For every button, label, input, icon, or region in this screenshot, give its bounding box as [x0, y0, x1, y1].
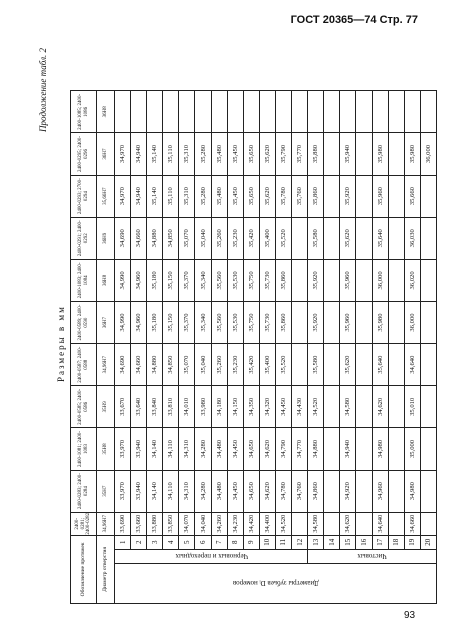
- table-row: [163, 49, 179, 604]
- diameter-cell: 35,340: [195, 301, 211, 343]
- diameter-cell: 34,480: [211, 470, 227, 512]
- table-row: [131, 49, 147, 604]
- diameter-cell: 35,150: [163, 259, 179, 301]
- diameter-cell: 34,990: [115, 301, 131, 343]
- diameter-cell: [292, 344, 308, 386]
- diameter-cell: [324, 470, 340, 512]
- header-designation: Обозначение протяжек: [71, 535, 97, 603]
- diameter-cell: 34,690: [115, 344, 131, 386]
- diameter-cell: [372, 91, 388, 133]
- diameter-cell: 33,880: [147, 512, 163, 535]
- col-designation: 2400-0293; 2700-0294: [71, 175, 97, 217]
- col-designation: 2400-0587; 2400-0588: [71, 344, 97, 386]
- diameter-cell: 34,880: [308, 428, 324, 470]
- diameter-cell: 34,350: [243, 386, 259, 428]
- diameter-cell: 34,660: [404, 512, 420, 535]
- diameter-cell: [420, 470, 436, 512]
- table-row: [420, 49, 436, 604]
- diameter-cell: [420, 175, 436, 217]
- diameter-cell: [356, 91, 372, 133]
- table-row: [179, 49, 195, 604]
- diameter-cell: 35,780: [275, 175, 291, 217]
- diameter-cell: 35,000: [404, 428, 420, 470]
- diameter-cell: [388, 91, 404, 133]
- diameter-cell: 33,670: [115, 386, 131, 428]
- table-row: [275, 49, 291, 604]
- col-designation: 2400-0295; 2400-0296: [71, 133, 97, 175]
- row-number: 11: [275, 535, 291, 549]
- diameter-cell: 35,580: [308, 344, 324, 386]
- diameter-cell: 35,140: [147, 133, 163, 175]
- diameter-cell: 35,620: [259, 175, 275, 217]
- diameter-cell: 35,260: [211, 344, 227, 386]
- diameter-cell: [292, 259, 308, 301]
- col-hole: 36H7: [97, 301, 115, 343]
- diameter-cell: [115, 91, 131, 133]
- diameter-cell: 35,450: [227, 133, 243, 175]
- diameter-cell: 35,070: [179, 344, 195, 386]
- diameter-cell: 34,520: [275, 512, 291, 535]
- diameter-cell: 35,480: [211, 133, 227, 175]
- diameter-cell: [356, 386, 372, 428]
- diameter-cell: 35,620: [340, 344, 356, 386]
- diameter-cell: 35,400: [259, 344, 275, 386]
- diameter-cell: 34,880: [147, 344, 163, 386]
- diameter-cell: 35,370: [179, 301, 195, 343]
- diameter-cell: [420, 91, 436, 133]
- diameter-cell: 35,310: [179, 175, 195, 217]
- diameter-cell: 35,640: [372, 217, 388, 259]
- table-row: [195, 49, 211, 604]
- table-row: [356, 49, 372, 604]
- row-number: 20: [420, 535, 436, 549]
- diameter-cell: 34,180: [211, 386, 227, 428]
- diameter-cell: 34,960: [131, 301, 147, 343]
- diameter-cell: 34,650: [243, 470, 259, 512]
- diameter-cell: 34,280: [195, 470, 211, 512]
- diameter-cell: 34,940: [131, 133, 147, 175]
- diameter-cell: 33,940: [131, 428, 147, 470]
- col-designation: 2400-0291; 2400-0292: [71, 217, 97, 259]
- rotated-content: [38, 48, 436, 604]
- diameter-cell: 34,690: [115, 217, 131, 259]
- diameter-cell: 34,660: [131, 344, 147, 386]
- diameter-cell: 34,320: [259, 386, 275, 428]
- diameter-cell: 34,760: [292, 470, 308, 512]
- diameter-cell: 35,370: [179, 259, 195, 301]
- col-designation: 2400-1085; 2400-1086: [71, 91, 97, 133]
- table-row: [340, 49, 356, 604]
- diameter-cell: 34,650: [243, 428, 259, 470]
- col-hole: 35H8: [97, 428, 115, 470]
- diameter-cell: 34,450: [227, 470, 243, 512]
- diameter-cell: [420, 217, 436, 259]
- diameter-cell: 34,620: [372, 386, 388, 428]
- diameter-cell: 35,880: [308, 133, 324, 175]
- table-row: [372, 49, 388, 604]
- diameter-cell: [243, 91, 259, 133]
- diameter-cell: 34,990: [115, 259, 131, 301]
- diameter-cell: 34,010: [179, 386, 195, 428]
- continuation-label: Продолжение табл. 2: [38, 48, 48, 132]
- diameter-cell: [420, 344, 436, 386]
- diameter-cell: 34,620: [259, 428, 275, 470]
- diameter-cell: 35,040: [195, 344, 211, 386]
- gost-label: ГОСТ: [290, 14, 320, 26]
- row-number: 6: [195, 535, 211, 549]
- diameter-cell: [420, 512, 436, 535]
- diameter-cell: 34,280: [195, 428, 211, 470]
- diameter-cell: 35,940: [340, 133, 356, 175]
- doc-number: 20365—74: [322, 14, 377, 26]
- diameter-cell: [308, 91, 324, 133]
- diameter-cell: 35,790: [275, 133, 291, 175]
- diameter-cell: 34,960: [372, 470, 388, 512]
- diameter-cell: [147, 91, 163, 133]
- diameter-cell: [388, 175, 404, 217]
- diameter-cell: 34,980: [372, 428, 388, 470]
- diameter-cell: 35,140: [147, 175, 163, 217]
- row-number: 4: [163, 535, 179, 549]
- diameter-cell: 34,400: [259, 512, 275, 535]
- diameter-cell: 33,980: [195, 386, 211, 428]
- row-number: 2: [131, 535, 147, 549]
- diameter-cell: 35,860: [275, 259, 291, 301]
- diameter-cell: [388, 217, 404, 259]
- table-row: [115, 49, 131, 604]
- table-row: [227, 49, 243, 604]
- row-number: 18: [388, 535, 404, 549]
- diameter-cell: 34,110: [163, 470, 179, 512]
- col-hole: 34,96H7: [97, 344, 115, 386]
- diameter-cell: 34,770: [292, 428, 308, 470]
- diameter-cell: [292, 301, 308, 343]
- diameter-cell: 35,110: [163, 175, 179, 217]
- diameter-cell: [388, 512, 404, 535]
- diameter-cell: [227, 91, 243, 133]
- table-row: [147, 49, 163, 604]
- diameter-cell: 35,750: [243, 259, 259, 301]
- diameter-cell: 35,640: [372, 344, 388, 386]
- diameter-cell: [388, 428, 404, 470]
- diameter-cell: [179, 91, 195, 133]
- table-row: [388, 49, 404, 604]
- diameter-cell: 35,150: [163, 301, 179, 343]
- diameter-cell: 34,620: [259, 470, 275, 512]
- diameter-cell: 35,180: [147, 301, 163, 343]
- diameter-cell: 35,310: [179, 133, 195, 175]
- diameter-cell: 35,960: [340, 301, 356, 343]
- diameter-cell: 35,560: [211, 259, 227, 301]
- diameter-cell: 36,030: [404, 217, 420, 259]
- table-row: [292, 49, 308, 604]
- diameter-cell: 34,310: [179, 428, 195, 470]
- diameter-cell: 35,040: [195, 217, 211, 259]
- row-number: 9: [243, 535, 259, 549]
- diameter-cell: [275, 91, 291, 133]
- diameter-cell: 35,280: [195, 133, 211, 175]
- diameter-cell: 35,920: [340, 175, 356, 217]
- diameter-cell: 34,040: [195, 512, 211, 535]
- diameter-cell: 35,960: [372, 175, 388, 217]
- diameter-cell: [356, 470, 372, 512]
- diameter-cell: [324, 301, 340, 343]
- diameter-cell: 34,480: [211, 428, 227, 470]
- diameter-cell: 35,420: [243, 217, 259, 259]
- diameter-cell: [324, 512, 340, 535]
- row-number: 19: [404, 535, 420, 549]
- row-number: 7: [211, 535, 227, 549]
- diameter-cell: 34,970: [115, 133, 131, 175]
- row-number: 17: [372, 535, 388, 549]
- row-number: 5: [179, 535, 195, 549]
- diameter-cell: [131, 91, 147, 133]
- diameter-cell: 35,620: [259, 133, 275, 175]
- diameter-cell: 33,940: [131, 470, 147, 512]
- diameter-cell: 35,980: [372, 133, 388, 175]
- diameter-cell: 35,420: [243, 344, 259, 386]
- diameter-cell: 35,650: [243, 133, 259, 175]
- diameter-cell: [388, 133, 404, 175]
- diameter-cell: [356, 512, 372, 535]
- diameter-cell: [259, 91, 275, 133]
- diameter-cell: [356, 217, 372, 259]
- diameter-cell: 35,750: [243, 301, 259, 343]
- col-hole: 34,96H7: [97, 512, 115, 535]
- col-hole: 36H7: [97, 133, 115, 175]
- diameter-cell: 35,520: [275, 344, 291, 386]
- diameter-cell: 34,940: [131, 175, 147, 217]
- diameter-cell: 35,920: [308, 259, 324, 301]
- diameter-cell: [324, 217, 340, 259]
- diameter-cell: 34,150: [227, 386, 243, 428]
- diameter-cell: [356, 175, 372, 217]
- diameter-cell: 36,000: [420, 133, 436, 175]
- col-hole: 36H8: [97, 259, 115, 301]
- diameter-cell: [388, 344, 404, 386]
- row-number: 15: [340, 535, 356, 549]
- diameter-cell: 35,010: [404, 386, 420, 428]
- diameter-cell: 36,000: [372, 259, 388, 301]
- diameter-cell: 35,960: [340, 259, 356, 301]
- table-row: [324, 49, 340, 604]
- diameter-cell: 34,960: [131, 259, 147, 301]
- diameter-cell: 34,640: [372, 512, 388, 535]
- rotated-table-area: [38, 48, 436, 604]
- diameter-cell: [324, 386, 340, 428]
- col-hole: 36H9: [97, 217, 115, 259]
- col-designation: 2400-0585; 2400-0586: [71, 386, 97, 428]
- diameter-cell: 34,660: [131, 217, 147, 259]
- diameter-cell: 34,520: [308, 386, 324, 428]
- diameter-cell: [292, 512, 308, 535]
- diameter-cell: [420, 428, 436, 470]
- diameter-cell: 34,230: [227, 512, 243, 535]
- col-designation: 2400-1081; 2400-1083: [71, 428, 97, 470]
- diameter-cell: [292, 91, 308, 133]
- row-number: 16: [356, 535, 372, 549]
- col-designation: 2400-0281; 2400-0282: [71, 512, 97, 535]
- row-number: 1: [115, 535, 131, 549]
- diameter-cell: [195, 91, 211, 133]
- diameter-cell: 34,140: [147, 428, 163, 470]
- diameter-cell: 33,970: [115, 428, 131, 470]
- diameter-cell: [163, 91, 179, 133]
- diameter-cell: [404, 91, 420, 133]
- diameter-cell: 33,840: [147, 386, 163, 428]
- diameter-cell: 35,760: [292, 175, 308, 217]
- diameter-cell: 33,970: [115, 470, 131, 512]
- diameter-cell: 34,850: [163, 217, 179, 259]
- diameter-cell: 34,880: [147, 217, 163, 259]
- diameter-cell: [324, 344, 340, 386]
- table-row: [211, 49, 227, 604]
- vertical-label: Диаметры зубьев Dᵢ номеров: [115, 563, 437, 603]
- diameter-cell: 35,450: [227, 175, 243, 217]
- diameter-cell: 35,480: [211, 175, 227, 217]
- row-number: 14: [324, 535, 340, 549]
- diameter-cell: 34,580: [340, 386, 356, 428]
- diameter-cell: 35,520: [275, 217, 291, 259]
- diameter-cell: 35,070: [179, 217, 195, 259]
- diameter-cell: 33,640: [131, 386, 147, 428]
- diameter-cell: 35,920: [308, 301, 324, 343]
- diameter-cell: 36,000: [404, 301, 420, 343]
- diameter-cell: 35,110: [163, 133, 179, 175]
- diameter-cell: 33,850: [163, 512, 179, 535]
- diameter-cell: 35,560: [211, 301, 227, 343]
- diameter-cell: 34,790: [275, 428, 291, 470]
- diameter-cell: 34,140: [147, 470, 163, 512]
- page-number: 93: [404, 610, 416, 621]
- diameter-cell: [211, 91, 227, 133]
- diameter-cell: 36,020: [404, 259, 420, 301]
- diameter-cell: 34,860: [308, 470, 324, 512]
- diameter-cell: [356, 301, 372, 343]
- tooth-diameter-table: [70, 48, 437, 604]
- col-designation: 2400-1083; 2400-1084: [71, 259, 97, 301]
- diameter-cell: 34,070: [179, 512, 195, 535]
- diameter-cell: 34,310: [179, 470, 195, 512]
- diameter-cell: 35,980: [372, 301, 388, 343]
- diameter-cell: 35,980: [404, 133, 420, 175]
- diameter-cell: 35,660: [404, 175, 420, 217]
- diameter-cell: [356, 133, 372, 175]
- diameter-cell: 34,450: [275, 386, 291, 428]
- diameter-cell: [420, 301, 436, 343]
- row-number: 12: [292, 535, 308, 549]
- diameter-cell: 35,530: [227, 259, 243, 301]
- col-hole: 36H8: [97, 91, 115, 133]
- diameter-cell: 35,230: [227, 344, 243, 386]
- diameter-cell: 34,580: [308, 512, 324, 535]
- diameter-cell: 34,920: [340, 470, 356, 512]
- diameter-cell: 34,420: [243, 512, 259, 535]
- header-hole: Диаметр отверстия: [97, 535, 115, 603]
- sizes-caption: Размеры в мм: [56, 305, 66, 382]
- diameter-cell: 35,620: [340, 217, 356, 259]
- col-designation: 2400-0283; 2400-0284: [71, 470, 97, 512]
- group-rough: Черновых и переходных: [115, 549, 308, 563]
- diameter-cell: [324, 175, 340, 217]
- diameter-cell: 34,850: [163, 344, 179, 386]
- diameter-cell: 33,660: [131, 512, 147, 535]
- diameter-cell: 35,280: [195, 175, 211, 217]
- diameter-cell: 33,690: [115, 512, 131, 535]
- diameter-cell: 34,620: [340, 512, 356, 535]
- diameter-cell: [340, 91, 356, 133]
- diameter-cell: 34,640: [404, 344, 420, 386]
- diameter-cell: [388, 301, 404, 343]
- diameter-cell: 35,860: [275, 301, 291, 343]
- col-hole: 35H7: [97, 470, 115, 512]
- diameter-cell: 35,860: [308, 175, 324, 217]
- diameter-cell: 35,340: [195, 259, 211, 301]
- row-number: 10: [259, 535, 275, 549]
- diameter-cell: 34,260: [211, 512, 227, 535]
- group-finish: Чистовых: [308, 549, 437, 563]
- diameter-cell: 34,780: [275, 470, 291, 512]
- diameter-cell: 33,810: [163, 386, 179, 428]
- diameter-cell: 34,110: [163, 428, 179, 470]
- diameter-cell: 34,980: [404, 470, 420, 512]
- diameter-cell: [356, 259, 372, 301]
- diameter-cell: [388, 470, 404, 512]
- diameter-cell: 35,400: [259, 217, 275, 259]
- col-designation: 2400-0589; 2400-0590: [71, 301, 97, 343]
- page-ref: Стр. 77: [379, 14, 418, 26]
- diameter-cell: 35,180: [147, 259, 163, 301]
- diameter-cell: [356, 344, 372, 386]
- diameter-cell: [292, 217, 308, 259]
- diameter-cell: [324, 91, 340, 133]
- diameter-cell: 34,970: [115, 175, 131, 217]
- diameter-cell: [324, 259, 340, 301]
- col-hole: 35H9: [97, 386, 115, 428]
- diameter-cell: 35,530: [227, 301, 243, 343]
- diameter-cell: 35,730: [259, 301, 275, 343]
- diameter-cell: 35,730: [259, 259, 275, 301]
- diameter-cell: 35,260: [211, 217, 227, 259]
- row-number: 3: [147, 535, 163, 549]
- table-row: [404, 49, 420, 604]
- diameter-cell: [388, 259, 404, 301]
- diameter-cell: 34,940: [340, 428, 356, 470]
- diameter-cell: [420, 259, 436, 301]
- diameter-cell: [356, 428, 372, 470]
- diameter-cell: [324, 428, 340, 470]
- diameter-cell: 35,230: [227, 217, 243, 259]
- diameter-cell: 35,580: [308, 217, 324, 259]
- diameter-cell: 34,450: [227, 428, 243, 470]
- table-row: [259, 49, 275, 604]
- diameter-cell: 35,650: [243, 175, 259, 217]
- diameter-cell: [324, 133, 340, 175]
- diameter-cell: [420, 386, 436, 428]
- diameter-cell: 34,430: [292, 386, 308, 428]
- diameter-cell: 35,770: [292, 133, 308, 175]
- row-number: 8: [227, 535, 243, 549]
- col-hole: 35,66H7: [97, 175, 115, 217]
- table-row: [308, 49, 324, 604]
- row-number: 13: [308, 535, 324, 549]
- diameter-cell: [388, 386, 404, 428]
- table-row: [243, 49, 259, 604]
- page-header: [291, 14, 418, 26]
